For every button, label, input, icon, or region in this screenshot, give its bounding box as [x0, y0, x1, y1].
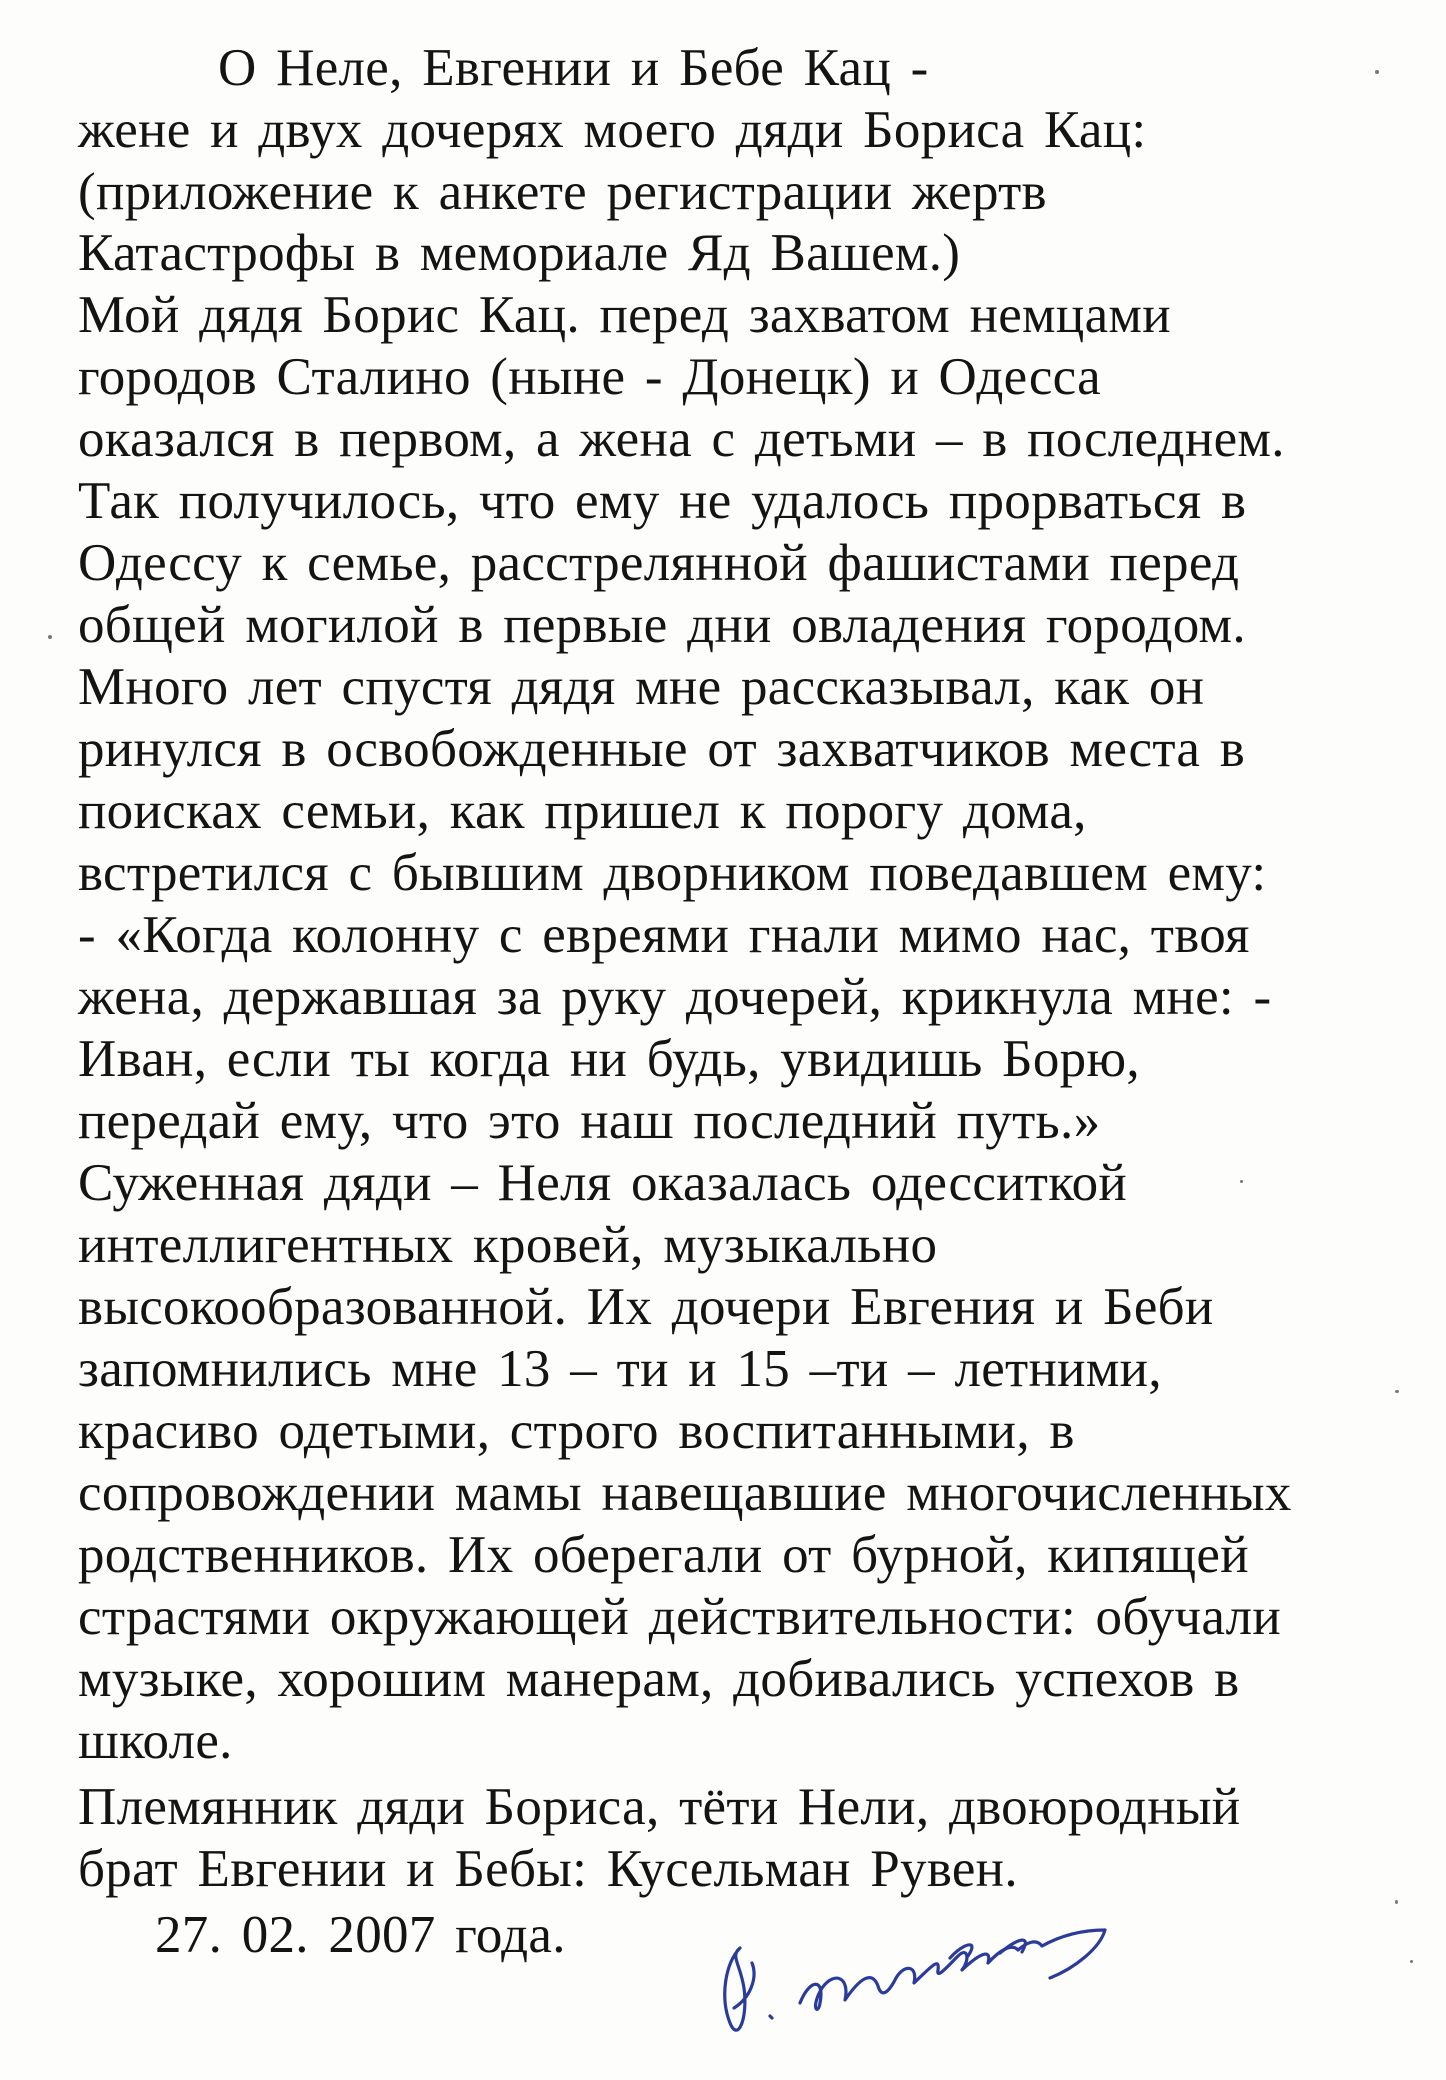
body-line: Иван, если ты когда ни будь, увидишь Борю, [78, 1030, 1140, 1088]
body-line: городов Сталино (ныне - Донецк) и Одесса [78, 348, 1101, 406]
paper-speck [1375, 70, 1379, 74]
body-line: запомнились мне 13 – ти и 15 –ти – летними, [78, 1340, 1162, 1398]
body-line: поисках семьи, как пришел к порогу дома, [78, 782, 1087, 840]
body-line: школе. [78, 1712, 233, 1770]
title-line-2: жене и двух дочерях моего дяди Бориса Кац: [78, 101, 1147, 159]
body-line: Мой дядя Борис Кац. перед захватом немцами [78, 286, 1171, 344]
body-line: страстями окружающей действительности: обучали [78, 1588, 1282, 1646]
body-line: Много лет спустя дядя мне рассказывал, как он [78, 658, 1205, 716]
body-line: музыке, хорошим манерам, добивались успехов в [78, 1650, 1240, 1708]
closing-line-2: брат Евгении и Бебы: Кусельман Рувен. [78, 1840, 1018, 1898]
body-line: Так получилось, что ему не удалось прорваться в [78, 472, 1247, 530]
paper-speck [1410, 1960, 1413, 1963]
date-line: 27. 02. 2007 года. [155, 1906, 566, 1964]
body-line: Одессу к семье, расстрелянной фашистами перед [78, 534, 1240, 592]
body-line: интеллигентных кровей, музыкально [78, 1216, 938, 1274]
paper-speck [1395, 1900, 1398, 1904]
body-line: сопровождении мамы навещавшие многочисленных [78, 1464, 1292, 1522]
paper-speck [1240, 1180, 1243, 1183]
title-line-4: Катастрофы в мемориале Яд Вашем.) [78, 224, 961, 282]
body-line: высокообразованной. Их дочери Евгения и Беби [78, 1278, 1214, 1336]
body-line: передай ему, что это наш последний путь.» [78, 1092, 1101, 1150]
paper-speck [1395, 1390, 1399, 1393]
body-line: родственников. Их оберегали от бурной, кипящей [78, 1526, 1249, 1584]
body-line: - «Когда колонну с евреями гнали мимо нас, твоя [78, 906, 1250, 964]
body-line: жена, державшая за руку дочерей, крикнула мне: - [78, 968, 1272, 1026]
signature-image [700, 1908, 1180, 2058]
paper-speck [48, 635, 52, 639]
body-line: красиво одетыми, строго воспитанными, в [78, 1402, 1075, 1460]
body-line: общей могилой в первые дни овладения городом. [78, 596, 1246, 654]
title-line-3: (приложение к анкете регистрации жертв [78, 163, 1047, 221]
body-line: Суженная дяди – Неля оказалась одесситкой [78, 1154, 1128, 1212]
body-line: встретился с бывшим дворником поведавшем ему: [78, 844, 1267, 902]
body-line: оказался в первом, а жена с детьми – в последнем. [78, 410, 1285, 468]
title-line-1: О Неле, Евгении и Бебе Кац - [218, 39, 929, 97]
closing-line-1: Племянник дяди Бориса, тёти Нели, двоюродный [78, 1778, 1241, 1836]
body-line: ринулся в освобожденные от захватчиков места в [78, 720, 1246, 778]
